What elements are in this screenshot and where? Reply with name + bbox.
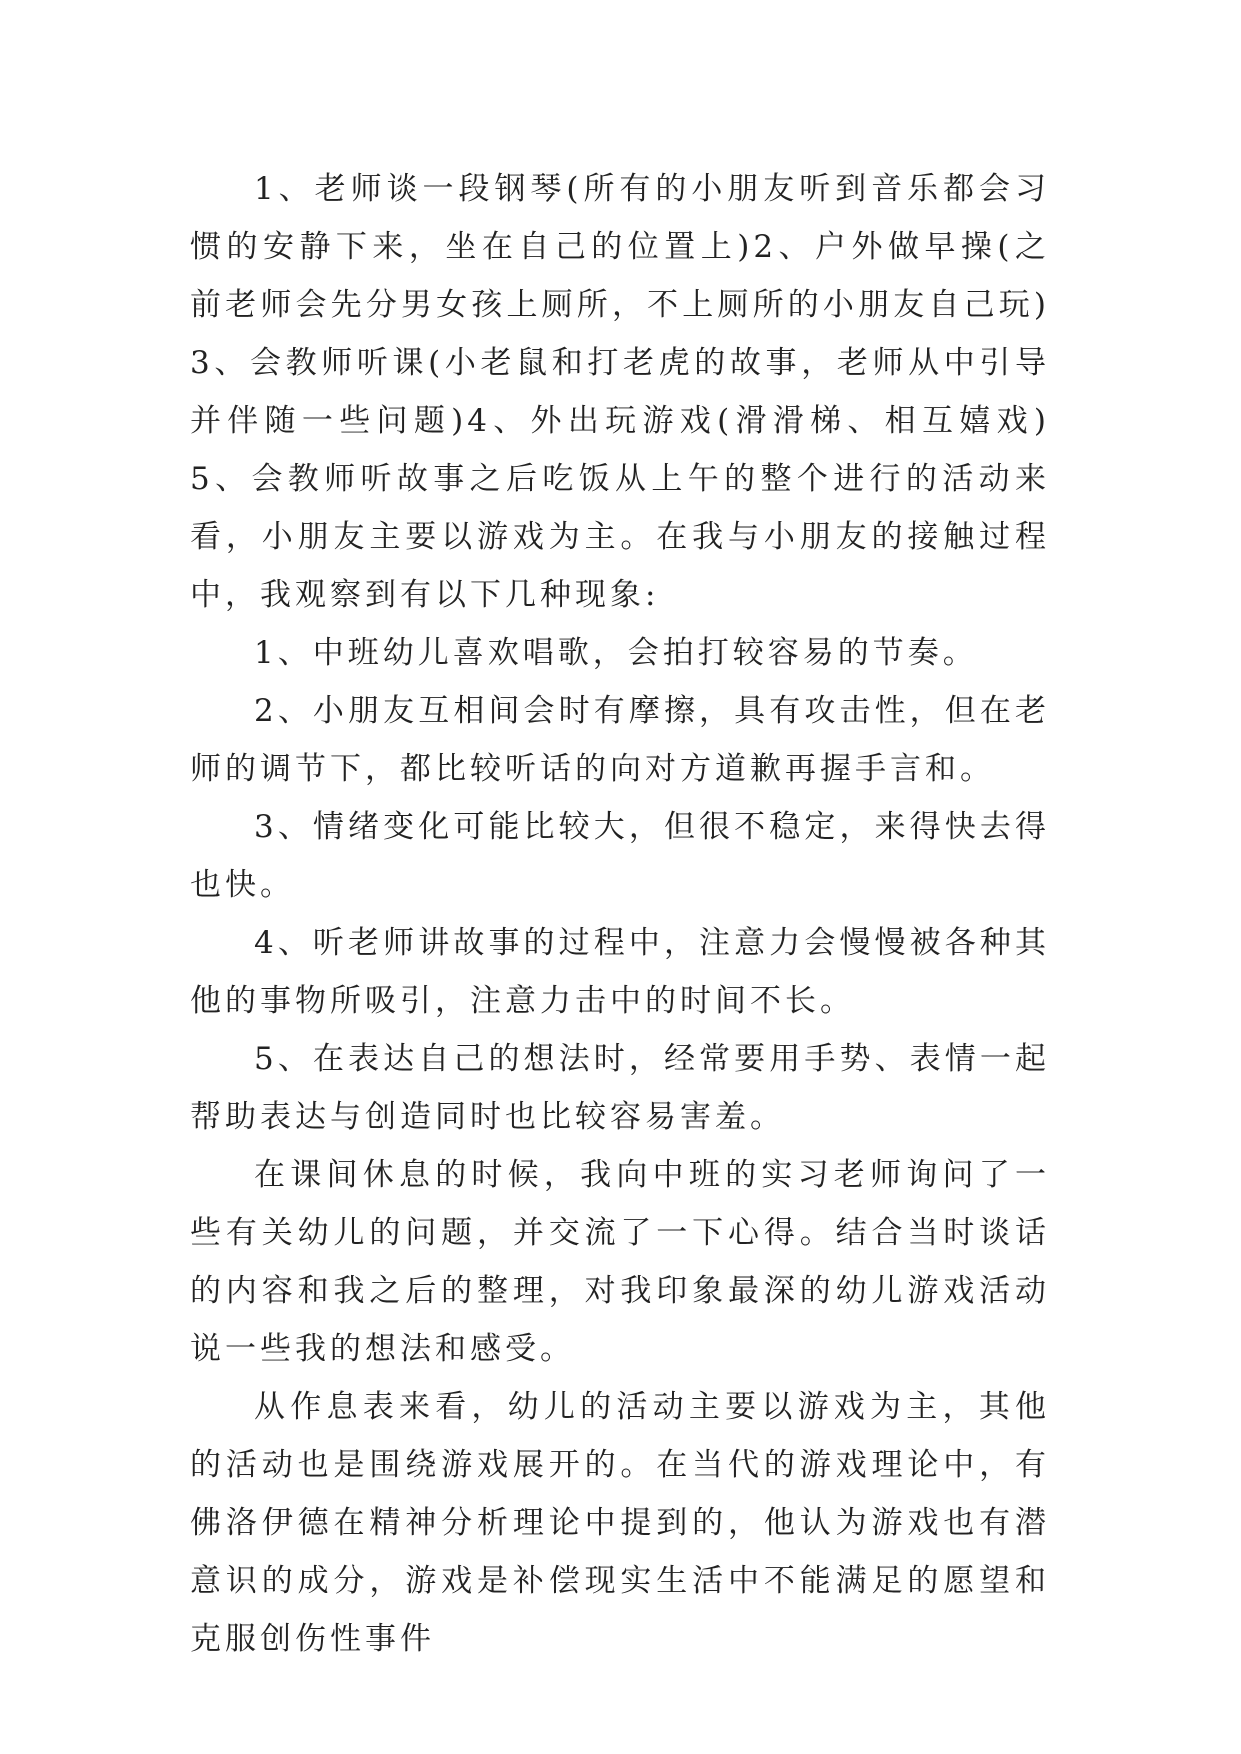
paragraph-observation-3: 3、情绪变化可能比较大，但很不稳定，来得快去得也快。 bbox=[190, 809, 1050, 903]
paragraph-game-theory: 从作息表来看，幼儿的活动主要以游戏为主，其他的活动也是围绕游戏展开的。在当代的游戏理论中，有佛洛伊德在精神分析理论中提到的，他认为游戏也有潜意识的成分，游戏是补偿现实生活中不能满足的愿望和克服创伤性事件 bbox=[190, 1389, 1050, 1657]
paragraph-observation-5: 5、在表达自己的想法时，经常要用手势、表情一起帮助表达与创造同时也比较容易害羞。 bbox=[190, 1041, 1050, 1135]
paragraph-break-conversation: 在课间休息的时候，我向中班的实习老师询问了一些有关幼儿的问题，并交流了一下心得。结合当时谈话的内容和我之后的整理，对我印象最深的幼儿游戏活动说一些我的想法和感受。 bbox=[190, 1157, 1050, 1367]
paragraph-observation-2: 2、小朋友互相间会时有摩擦，具有攻击性，但在老师的调节下，都比较听话的向对方道歉再握手言和。 bbox=[190, 693, 1050, 787]
paragraph-observation-4: 4、听老师讲故事的过程中，注意力会慢慢被各种其他的事物所吸引，注意力击中的时间不长。 bbox=[190, 925, 1050, 1019]
paragraph-schedule: 1、老师谈一段钢琴(所有的小朋友听到音乐都会习惯的安静下来，坐在自己的位置上)2、户外做早操(之前老师会先分男女孩上厕所，不上厕所的小朋友自己玩)3、会教师听课(小老鼠和打老虎的故事，老师从中引导并伴随一些问题)4、外出玩游戏(滑滑梯、相互嬉戏)5、会教师听故事之后吃饭从上午的整个进行的活动来看，小朋友主要以游戏为主。在我与小朋友的接触过程中，我观察到有以下几种现象: bbox=[190, 171, 1050, 613]
document-body bbox=[190, 160, 1050, 1668]
paragraph-observation-1: 1、中班幼儿喜欢唱歌，会拍打较容易的节奏。 bbox=[254, 635, 978, 671]
